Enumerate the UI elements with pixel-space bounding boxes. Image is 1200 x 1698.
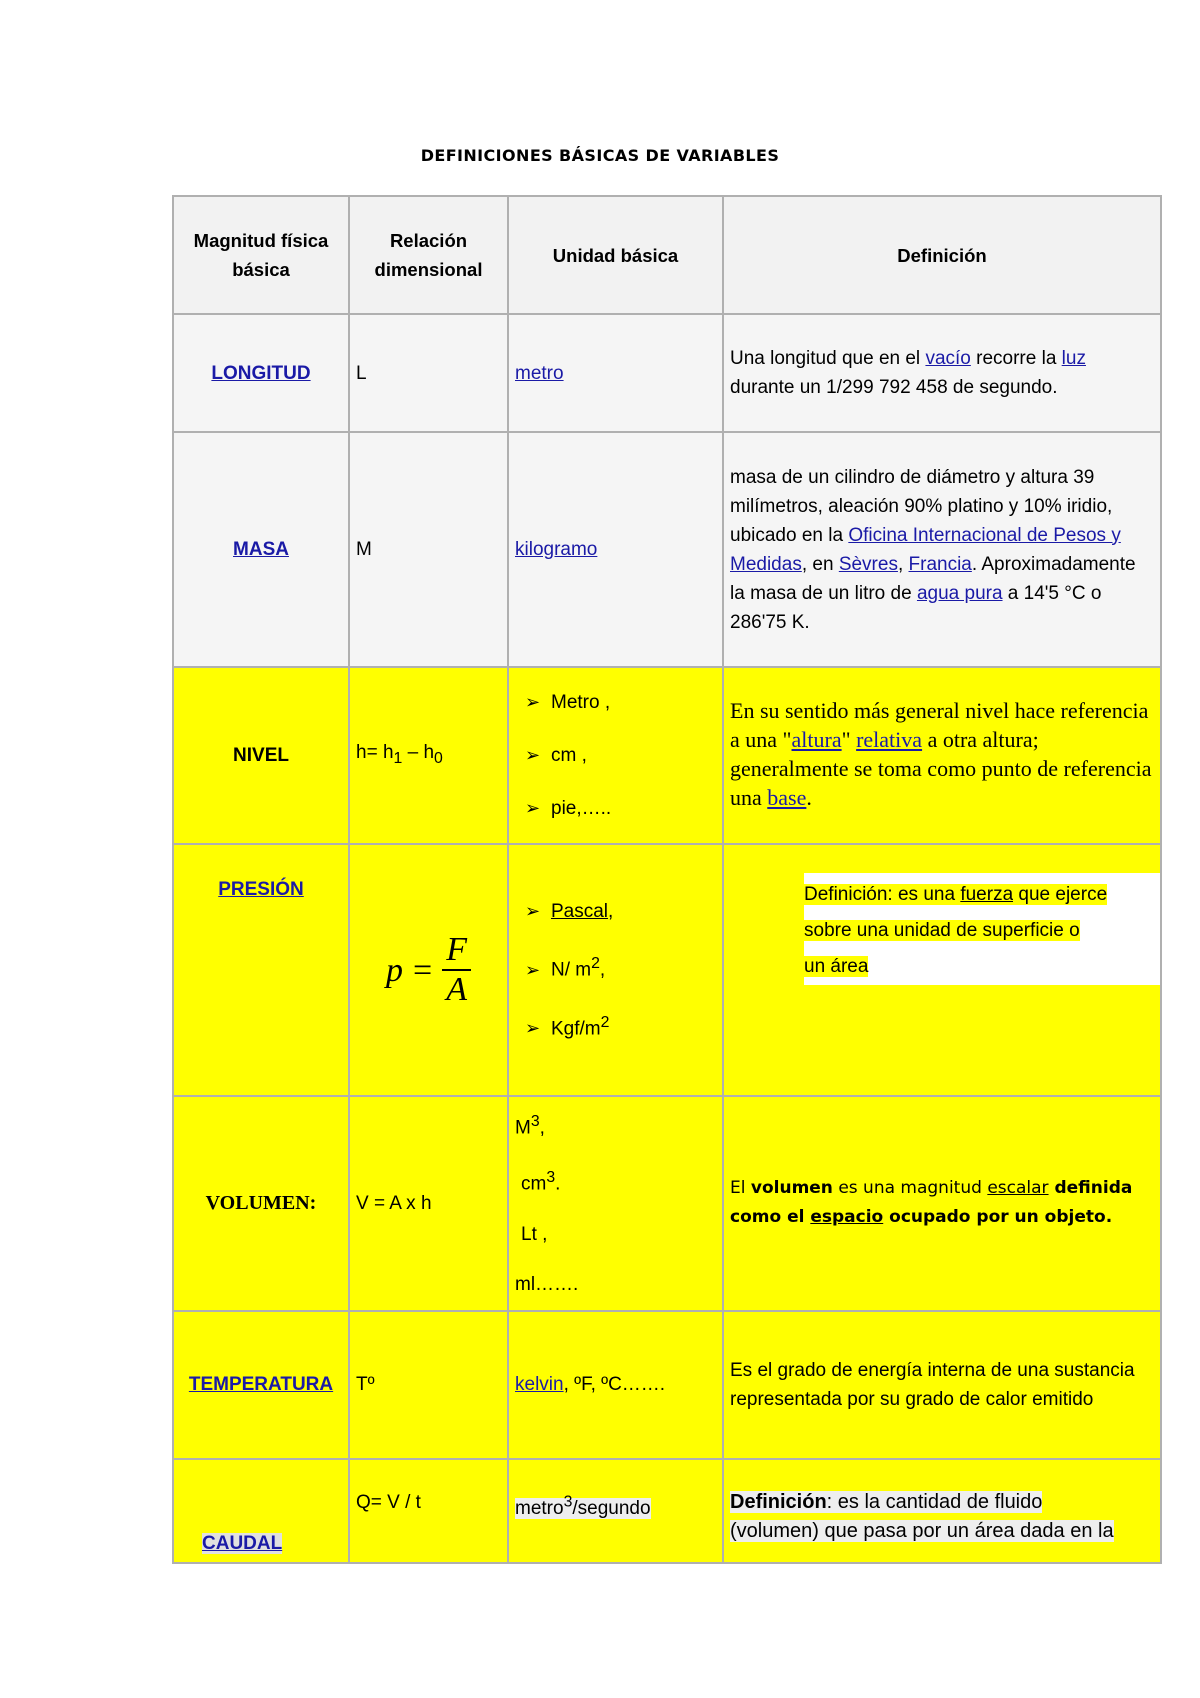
unit-sup: 3 — [563, 1493, 573, 1511]
link-temperatura[interactable]: TEMPERATURA — [188, 1374, 334, 1396]
relacion-temperatura: Tº — [349, 1311, 508, 1459]
header-relacion: Relación dimensional — [349, 196, 508, 314]
link-fuerza[interactable]: fuerza — [960, 884, 1014, 905]
list-item — [525, 938, 716, 996]
unit-text: N/ m — [551, 959, 592, 981]
arrow-bullet-icon: ➢ — [525, 901, 541, 922]
formula-denominator: A — [446, 971, 467, 1008]
def-text: El — [730, 1178, 751, 1199]
unit-text: metro — [515, 1497, 564, 1519]
def-text: " — [841, 727, 857, 752]
def-text: Una longitud que en el — [730, 348, 926, 369]
definicion-caudal — [723, 1459, 1161, 1563]
def-text: recorre la — [970, 348, 1062, 369]
def-text: a 14'5 °C o 286'75 K. — [730, 582, 1102, 633]
formula-sub: 0 — [434, 749, 443, 767]
unidad-presion-cell — [508, 844, 723, 1096]
arrow-bullet-icon: ➢ — [525, 798, 541, 818]
unidad-caudal-cell — [508, 1459, 723, 1563]
unit-text: /segundo — [572, 1497, 651, 1519]
link-longitud[interactable]: LONGITUD — [211, 362, 311, 384]
def-text: que ejerce — [1013, 884, 1108, 905]
unit-item — [515, 1153, 716, 1209]
def-text: En su sentido más general nivel hace referencia a una " — [730, 698, 1149, 752]
unit-text: pie,….. — [551, 798, 612, 819]
formula-part: – h — [402, 742, 435, 764]
link-caudal[interactable]: CAUDAL — [202, 1532, 283, 1554]
def-text: , en — [801, 553, 839, 575]
row-presion — [173, 844, 1161, 1096]
row-temperatura — [173, 1311, 1161, 1459]
magnitud-masa-cell — [173, 432, 349, 667]
header-magnitud: Magnitud física básica — [173, 196, 349, 314]
def-bold: volumen — [750, 1178, 833, 1199]
def-text: (volumen) que pasa por un área dada en la — [730, 1519, 1114, 1542]
unit-text: cm — [521, 1173, 547, 1195]
def-text: un área — [804, 956, 869, 977]
def-text: . Aproximadamente la masa de un litro de — [730, 553, 1136, 604]
row-longitud — [173, 314, 1161, 432]
def-text: durante un 1/299 792 458 de segundo. — [730, 377, 1058, 398]
relacion-presion — [349, 844, 508, 1096]
relacion-longitud: L — [349, 314, 508, 432]
definition-box — [804, 873, 1160, 985]
variables-table — [172, 195, 1162, 1564]
def-bold: Definición — [730, 1490, 827, 1513]
unit-sup: 2 — [600, 1013, 610, 1031]
magnitud-nivel: NIVEL — [173, 667, 349, 844]
list-item — [525, 885, 716, 938]
document-title: DEFINICIONES BÁSICAS DE VARIABLES — [420, 146, 780, 165]
link-altura[interactable]: altura — [791, 727, 842, 752]
header-definicion: Definición — [723, 196, 1161, 314]
unit-text: , — [539, 1117, 545, 1139]
row-masa — [173, 432, 1161, 667]
unit-sup: 3 — [546, 1169, 556, 1187]
unit-text: , ºF, ºC……. — [563, 1374, 666, 1396]
link-presion[interactable]: PRESIÓN — [218, 879, 304, 900]
link-vacio[interactable]: vacío — [925, 348, 971, 369]
def-text: : es la cantidad de fluido — [826, 1490, 1043, 1513]
unidad-masa-cell — [508, 432, 723, 667]
unit-text: , — [608, 901, 614, 923]
unit-text: Kgf/m — [551, 1017, 601, 1039]
arrow-bullet-icon: ➢ — [525, 1017, 541, 1038]
unit-text: Metro , — [551, 692, 611, 713]
magnitud-volumen: VOLUMEN: — [173, 1096, 349, 1311]
def-text: , — [897, 553, 909, 575]
formula-part: h= h — [356, 742, 394, 764]
list-item — [525, 997, 716, 1055]
relacion-caudal: Q= V / t — [349, 1459, 508, 1563]
list-item — [525, 729, 716, 782]
arrow-bullet-icon: ➢ — [525, 692, 541, 712]
formula-lhs: p — [386, 951, 404, 989]
def-text: Definición: es una — [804, 884, 961, 905]
formula-equals: = — [413, 951, 433, 989]
link-kilogramo[interactable]: kilogramo — [515, 539, 598, 560]
arrow-bullet-icon: ➢ — [525, 745, 541, 765]
unit-text: . — [555, 1173, 561, 1195]
relacion-masa: M — [349, 432, 508, 667]
unit-text: Lt , — [521, 1223, 548, 1245]
row-nivel — [173, 667, 1161, 844]
unit-item — [515, 1097, 716, 1153]
def-text: definida como el — [730, 1178, 1133, 1228]
link-agua-pura[interactable]: agua pura — [916, 582, 1003, 604]
unit-text: cm , — [551, 745, 587, 766]
def-text: es una magnitud — [832, 1178, 988, 1199]
unit-text: M — [515, 1117, 531, 1139]
unit-sup: 2 — [591, 955, 600, 973]
def-text: sobre una unidad de superficie o — [804, 920, 1080, 941]
definicion-masa — [723, 432, 1161, 667]
def-text: . — [806, 785, 812, 810]
def-text: a otra altura; generalmente se toma como punto de referencia una — [730, 727, 1152, 810]
magnitud-longitud-cell — [173, 314, 349, 432]
unidad-volumen-cell — [508, 1096, 723, 1311]
unit-text: ml……. — [515, 1273, 579, 1295]
link-pascal[interactable]: Pascal — [551, 901, 609, 923]
formula-sub: 1 — [393, 749, 403, 767]
definicion-temperatura: Es el grado de energía interna de una sustancia representada por su grado de calor emitido — [723, 1311, 1161, 1459]
magnitud-temperatura-cell — [173, 1311, 349, 1459]
header-row — [173, 196, 1161, 314]
link-kelvin[interactable]: kelvin — [515, 1374, 564, 1396]
pressure-formula — [386, 931, 471, 1009]
list-item — [525, 782, 716, 835]
row-volumen — [173, 1096, 1161, 1311]
formula-numerator: F — [442, 931, 471, 971]
link-metro[interactable]: metro — [515, 362, 564, 384]
link-luz[interactable]: luz — [1061, 348, 1086, 369]
link-relativa[interactable]: relativa — [856, 727, 923, 752]
relacion-nivel — [349, 667, 508, 844]
definicion-longitud — [723, 314, 1161, 432]
unit-list — [515, 676, 716, 835]
unit-sup: 3 — [530, 1113, 540, 1130]
link-oficina-internacional[interactable]: Oficina Internacional de Pesos y Medidas — [730, 524, 1121, 575]
definicion-nivel — [723, 667, 1161, 844]
def-text: masa de un cilindro de diámetro y altura 39 milímetros, aleación 90% platino y 10% iridio, ubicado en la — [730, 466, 1113, 546]
list-item — [525, 676, 716, 729]
link-base[interactable]: base — [767, 785, 807, 810]
link-masa[interactable]: MASA — [233, 539, 289, 560]
unidad-longitud-cell — [508, 314, 723, 432]
link-espacio[interactable]: espacio — [810, 1207, 884, 1228]
unidad-nivel-cell — [508, 667, 723, 844]
unit-list — [515, 885, 716, 1055]
unit-item — [515, 1260, 716, 1310]
formula-fraction — [442, 931, 471, 1009]
unit-text: , — [599, 959, 606, 981]
definicion-presion — [723, 844, 1161, 1096]
magnitud-caudal-cell — [173, 1459, 349, 1563]
link-escalar[interactable]: escalar — [987, 1178, 1049, 1199]
unit-item — [515, 1210, 716, 1260]
def-text: ocupado por un objeto. — [883, 1207, 1113, 1228]
header-unidad: Unidad básica — [508, 196, 723, 314]
link-francia[interactable]: Francia — [908, 553, 972, 575]
unidad-temperatura-cell — [508, 1311, 723, 1459]
arrow-bullet-icon: ➢ — [525, 959, 541, 980]
link-sevres[interactable]: Sèvres — [838, 553, 898, 575]
row-caudal — [173, 1459, 1161, 1563]
relacion-volumen: V = A x h — [349, 1096, 508, 1311]
magnitud-presion-cell — [173, 844, 349, 1096]
definicion-volumen — [723, 1096, 1161, 1311]
